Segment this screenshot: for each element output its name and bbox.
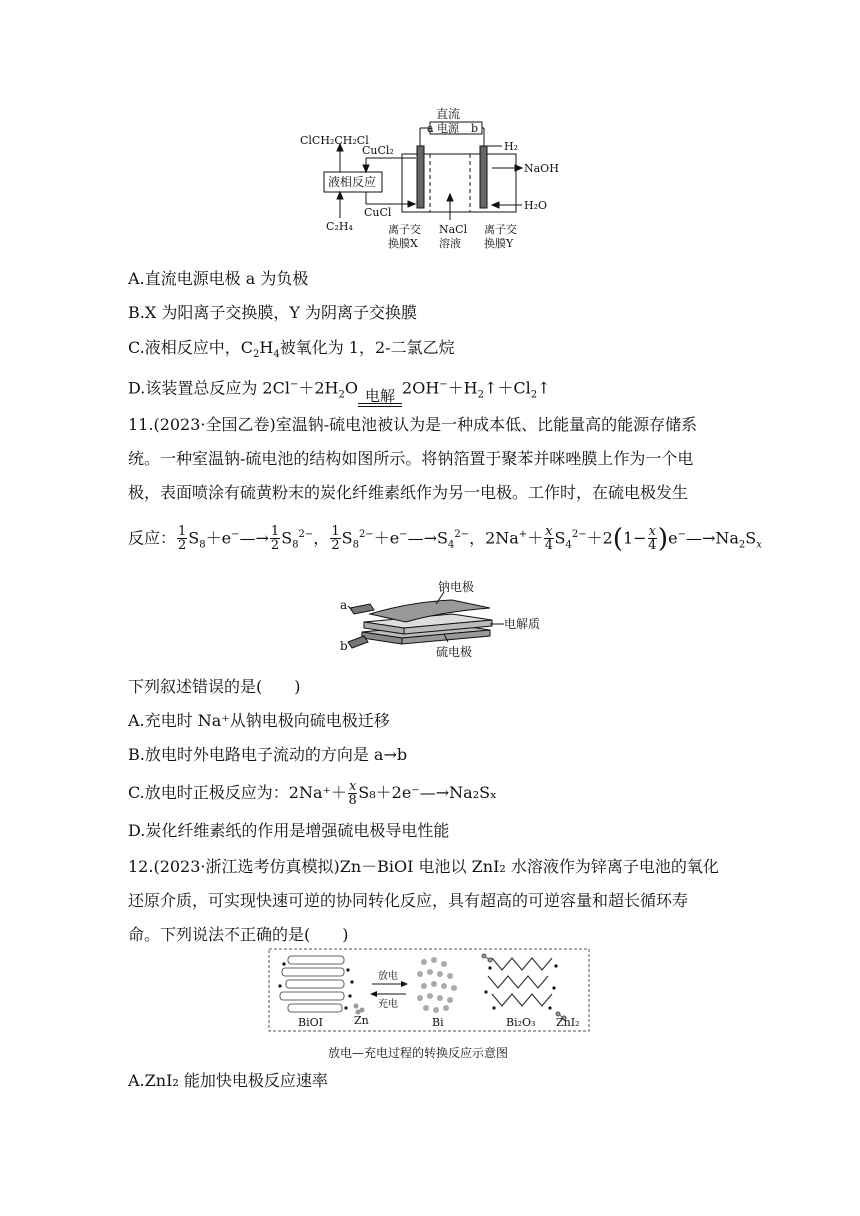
fig1-membrane-x-1: 离子交 — [388, 223, 421, 236]
q10-option-c: C.液相反应中，$C_2H_4$被氧化为 1，2-二氯乙烷 — [128, 338, 455, 361]
q11-line-1: 11.(2023·全国乙卷)室温钠-硫电池被认为是一种成本低、比能量高的能源存储系 — [128, 415, 698, 434]
na-s-battery-diagram — [340, 580, 540, 664]
fig1-cucl2-label: CuCl₂ — [362, 144, 394, 157]
electrolysis-condition: 电解 — [358, 389, 402, 407]
q11-reactions: 反应： $\frac{1}{2}$ $S_8+e^-—\to$ $\frac{1}{2}$ $S_8^{2-}$， $\frac{1}{2}$ $S_8^{2-}+e^-—\to S_4^{2-}$，2Na+＋ $\frac{x}{4}$ $S_4^{2-}+2(1-$ $\frac{x}{4}$ )$e^-—\to Na_2S_x$ — [128, 523, 762, 554]
q12-line-3: 命。下列说法不正确的是( ) — [128, 925, 349, 944]
fig1-membrane-y-2: 换膜Y — [484, 237, 514, 250]
s-electrode-label: 硫电极 — [436, 645, 473, 659]
bi2o3-label: Bi₂O₃ — [506, 1016, 536, 1029]
terminal-a-label: a — [340, 598, 348, 612]
fig1-liquid-box-label: 液相反应 — [328, 175, 377, 189]
fig1-power-sub: 电源 — [437, 122, 459, 135]
fig1-electrode-b: b — [471, 122, 479, 135]
q11-option-c: C.放电时正极反应为：2Na⁺＋ $\frac{x}{8}$ S₈＋2e⁻—→Na₂Sₓ — [128, 779, 497, 808]
fig1-cucl-label: CuCl — [364, 206, 392, 219]
q11-option-b: B.放电时外电路电子流动的方向是 a→b — [128, 745, 408, 764]
q12-line-1: 12.(2023·浙江选考仿真模拟)Zn－BiOI 电池以 ZnI₂ 水溶液作为锌离子电池的氧化 — [128, 857, 719, 876]
fig1-power-title: 直流 — [436, 107, 461, 121]
terminal-b-label: b — [340, 639, 348, 653]
q12-figure-caption: 放电—充电过程的转换反应示意图 — [328, 1046, 509, 1060]
q11-stem: 下列叙述错误的是( ) — [128, 677, 301, 696]
q11-option-a: A.充电时 Na⁺从钠电极向硫电极迁移 — [128, 711, 390, 730]
charge-label: 充电 — [378, 999, 398, 1010]
q11-line-3: 极，表面喷涂有硫黄粉末的炭化纤维素纸作为另一电极。工作时，在硫电极发生 — [128, 483, 689, 502]
q10-option-b: B.X 为阳离子交换膜，Y 为阴离子交换膜 — [128, 303, 417, 322]
fig1-h2-label: H₂ — [504, 140, 519, 153]
q11-option-d: D.炭化纤维素纸的作用是增强硫电极导电性能 — [128, 821, 450, 840]
bi-label: Bi — [432, 1016, 444, 1029]
q10-option-d: D.该装置总反应为 $2Cl^-+2H_2O$ 电解 $2OH^-+H_2↑+Cl_2↑$ — [128, 378, 551, 405]
electrolyte-label: 电解质 — [504, 617, 540, 631]
biol-label: BiOI — [298, 1016, 323, 1029]
fig1-membrane-y-1: 离子交 — [484, 223, 517, 236]
fig1-membrane-x-2: 换膜X — [388, 237, 418, 250]
electrolysis-diagram — [296, 106, 566, 258]
fig1-nacl-1: NaCl — [439, 223, 468, 236]
zn-label: Zn — [354, 1014, 369, 1027]
q12-line-2: 还原介质，可实现快速可逆的协同转化反应，具有超高的可逆容量和超长循环寿 — [128, 891, 689, 910]
fig1-nacl-2: 溶液 — [439, 237, 461, 250]
q10-option-a: A.直流电源电极 a 为负极 — [128, 269, 309, 288]
zni2-label: ZnI₂ — [556, 1016, 580, 1029]
na-electrode-label: 钠电极 — [438, 580, 475, 594]
q11-line-2: 统。一种室温钠-硫电池的结构如图所示。将钠箔置于聚苯并咪唑膜上作为一个电 — [128, 449, 694, 468]
conversion-reaction-diagram — [268, 948, 592, 1034]
fig1-c2h4-label: C₂H₄ — [326, 220, 353, 233]
fig1-naoh-label: NaOH — [524, 162, 559, 175]
discharge-label: 放电 — [378, 971, 398, 982]
q12-option-a: A.ZnI₂ 能加快电极反应速率 — [128, 1071, 328, 1090]
fig1-electrode-a: a — [427, 122, 434, 135]
fig1-h2o-label: H₂O — [524, 199, 548, 212]
fig1-product-label: ClCH₂CH₂Cl — [300, 134, 369, 147]
